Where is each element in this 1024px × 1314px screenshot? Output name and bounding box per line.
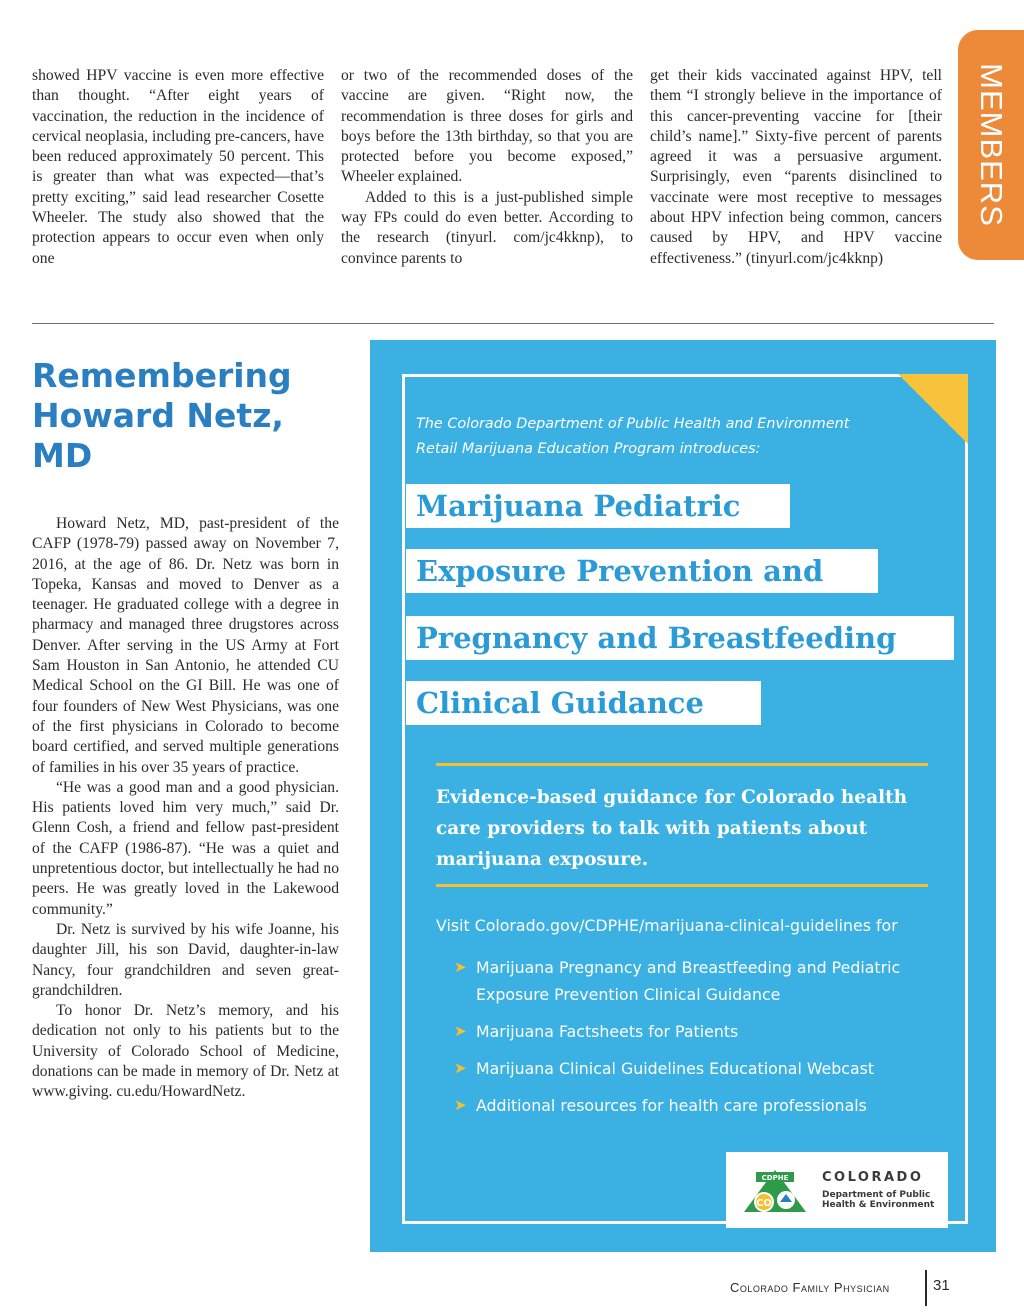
column-2-paragraph-1: or two of the recommended doses of the vaccine are given. “Right now, the recommendation is three doses for girls and boys before the 13th birthday, so that you are protected before you become exposed,” Wheeler explained. bbox=[341, 67, 633, 186]
gold-divider-top bbox=[436, 763, 928, 766]
section-divider bbox=[32, 323, 994, 324]
ad-title-line-3: Pregnancy and Breastfeeding bbox=[406, 616, 954, 660]
logo-department-name: Department of Public Health & Environment bbox=[822, 1190, 935, 1210]
article-paragraph: Dr. Netz is survived by his wife Joanne, his daughter Jill, his son David, daughter-in-law Nancy, four grandchildren and seven great-grandchildren. bbox=[32, 920, 339, 999]
article-paragraph: To honor Dr. Netz’s memory, and his dedication not only to his patients but to the University of Colorado School of Medicine, donations can be made in memory of Dr. Netz at www.giving. cu.edu/HowardNetz. bbox=[32, 1002, 339, 1101]
publication-name: Colorado Family Physician bbox=[730, 1280, 890, 1295]
arrow-icon: ➤ bbox=[454, 958, 467, 976]
column-3-text: get their kids vaccinated against HPV, tell them “I strongly believe in the importance of this cancer-preventing vaccine for [their child’s name].” Sixty-five percent of parents agreed it was a persuasive argument. Surprisingly, even “parents disinclined to vaccinate were most receptive to messages about HPV infection being common, cancers caused by HPV, and HPV vaccine effectiveness.” (tinyurl.com/jc4kknp) bbox=[650, 67, 942, 267]
list-item: ➤ Marijuana Factsheets for Patients bbox=[454, 1018, 954, 1045]
article-column-2 bbox=[341, 66, 633, 269]
cdphe-logo bbox=[740, 1158, 940, 1218]
svg-text:CO: CO bbox=[756, 1198, 772, 1209]
footer-divider bbox=[925, 1270, 927, 1306]
arrow-icon: ➤ bbox=[454, 1059, 467, 1077]
ad-intro bbox=[416, 412, 936, 462]
article-body bbox=[32, 514, 339, 1103]
section-tab-label: MEMBERS bbox=[974, 63, 1009, 227]
ad-evidence-text: Evidence-based guidance for Colorado health care providers to talk with patients about marijuana exposure. bbox=[436, 787, 908, 870]
cdphe-advertisement bbox=[370, 340, 996, 1252]
article-paragraph: “He was a good man and a good physician. His patients loved him very much,” said Dr. Glenn Cosh, a friend and fellow past-president of the CAFP (1986-87). “He was a quiet and unpretentious doctor, but intellectually he had no peers. He was greatly loved in the Lakewood community.” bbox=[32, 778, 339, 918]
ad-intro-line-2: Retail Marijuana Education Program introduces: bbox=[416, 441, 761, 457]
logo-state-name: COLORADO bbox=[822, 1170, 924, 1185]
cdphe-logo-icon bbox=[742, 1168, 808, 1214]
ad-title-line-2: Exposure Prevention and bbox=[406, 549, 878, 593]
column-1-text: showed HPV vaccine is even more effective than thought. “After eight years of vaccination, the reduction in the incidence of cervical neoplasia, including pre-cancers, have been reduced approximately 50 percent. This is greater than what was expected—that’s pretty exciting,” said lead researcher Cosette Wheeler. The study also showed that the protection appears to occur even when only one bbox=[32, 67, 324, 267]
list-item: ➤ Marijuana Pregnancy and Breastfeeding and Pediatric Exposure Prevention Clinical Guidance bbox=[454, 954, 954, 1008]
page-number: 31 bbox=[933, 1277, 950, 1294]
column-2-paragraph-2: Added to this is a just-published simple way FPs could do even better. According to the research (tinyurl. com/jc4kknp), to convince parents to bbox=[341, 188, 633, 267]
list-item: ➤ Marijuana Clinical Guidelines Educational Webcast bbox=[454, 1055, 954, 1082]
article-column-3 bbox=[650, 66, 942, 269]
ad-bullet-list bbox=[454, 954, 954, 1129]
ad-intro-line-1: The Colorado Department of Public Health and Environment bbox=[416, 416, 850, 432]
arrow-icon: ➤ bbox=[454, 1022, 467, 1040]
article-paragraph: Howard Netz, MD, past-president of the CAFP (1978-79) passed away on November 7, 2016, at the age of 86. Dr. Netz was born in Topeka, Kansas and moved to Denver as a teenager. He graduated college with a degree in pharmacy and managed three drugstores across Denver. After serving in the US Army at Fort Sam Houston in San Antonio, he attended CU Medical School on the GI Bill. He was one of four founders of New West Physicians, was one of the first physicians in Colorado to become board certified, and served multiple generations of families in his over 35 years of practice. bbox=[32, 515, 339, 776]
list-item: ➤ Additional resources for health care professionals bbox=[454, 1092, 954, 1119]
arrow-icon: ➤ bbox=[454, 1096, 467, 1114]
section-tab bbox=[958, 30, 1024, 260]
article-column-1 bbox=[32, 66, 324, 269]
gold-divider-bottom bbox=[436, 884, 928, 887]
ad-visit-text: Visit Colorado.gov/CDPHE/marijuana-clinical-guidelines for bbox=[436, 916, 898, 935]
article-headline: Remembering Howard Netz, MD bbox=[32, 356, 292, 475]
svg-text:CDPHE: CDPHE bbox=[761, 1174, 789, 1182]
ad-title-line-4: Clinical Guidance bbox=[406, 681, 761, 725]
ad-title-line-1: Marijuana Pediatric bbox=[406, 484, 790, 528]
